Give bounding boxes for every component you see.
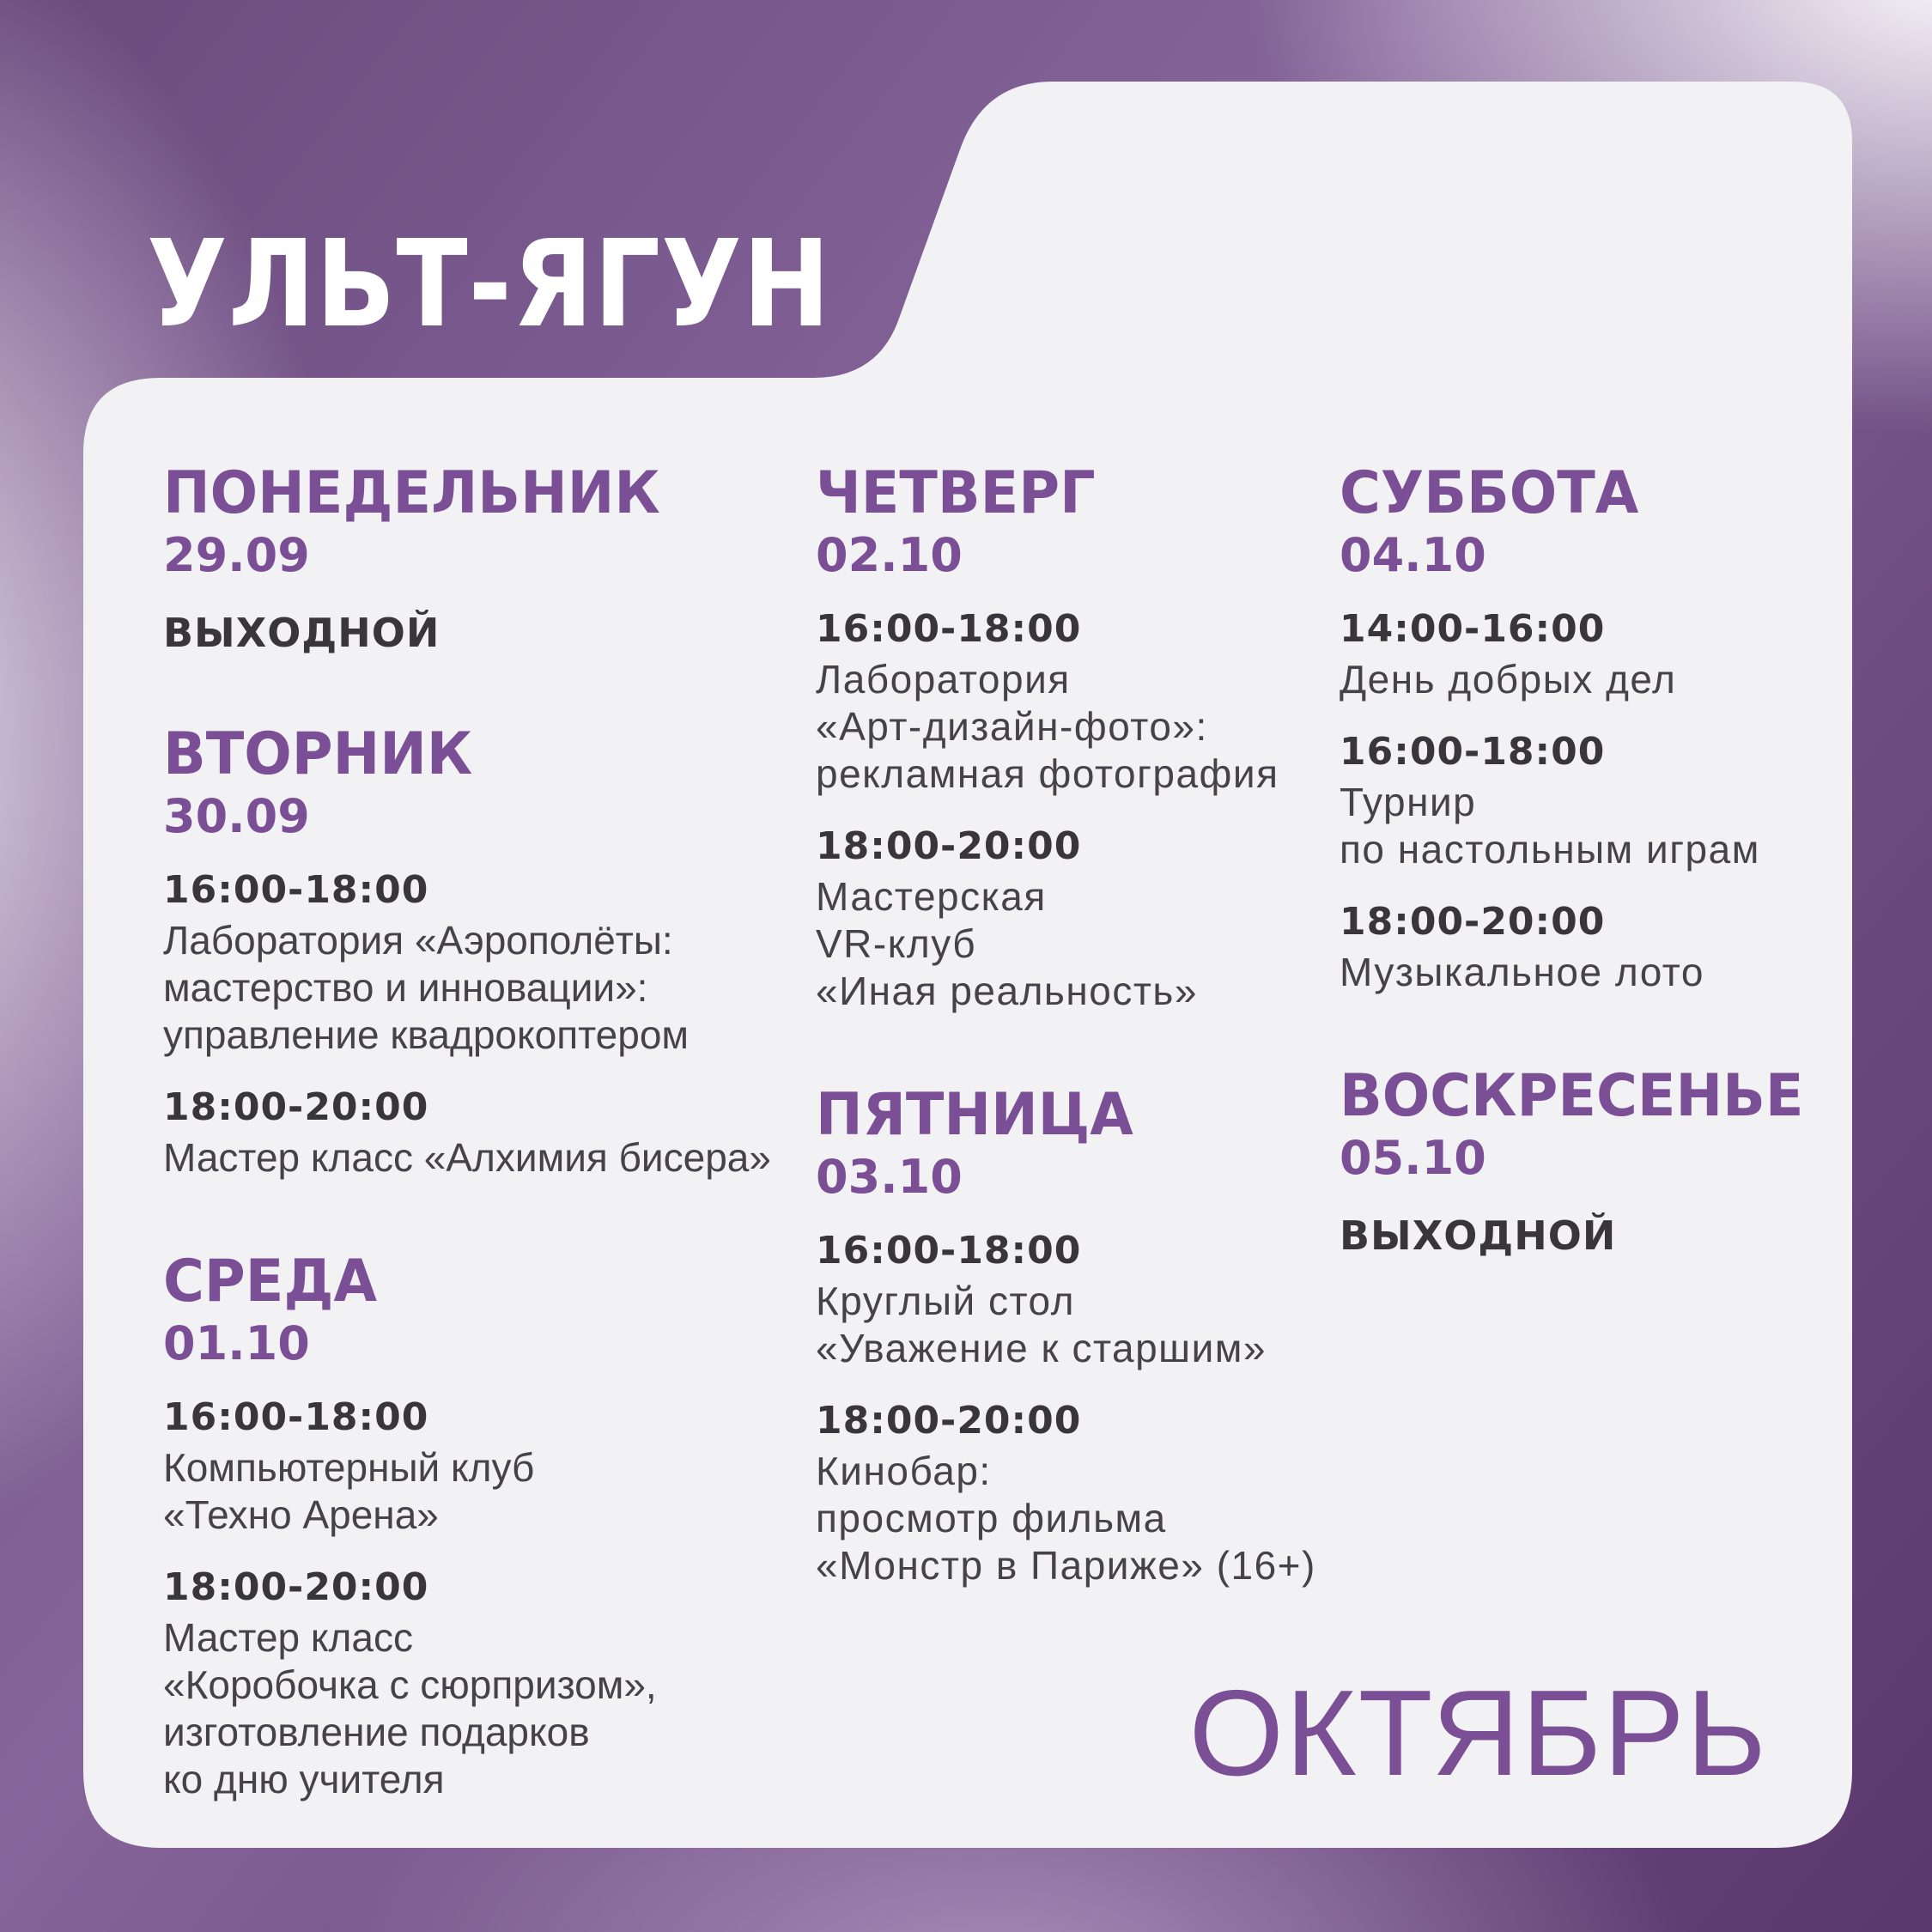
day-title: ПЯТНИЦА bbox=[816, 1081, 1133, 1149]
event-line: Мастерская bbox=[816, 874, 1047, 919]
location-title: УЛЬТ-ЯГУН bbox=[147, 214, 831, 355]
event-block bbox=[816, 1400, 1331, 1589]
day-date: 29.09 bbox=[163, 528, 310, 582]
day-title: ВОСКРЕСЕНЬЕ bbox=[1340, 1062, 1804, 1130]
event-line: просмотр фильма bbox=[816, 1496, 1167, 1540]
day-date: 04.10 bbox=[1340, 528, 1486, 582]
event-block bbox=[1340, 731, 1850, 873]
event-line: рекламная фотография bbox=[816, 751, 1279, 796]
event-line: по настольным играм bbox=[1340, 827, 1760, 872]
day-title: ВТОРНИК bbox=[163, 720, 473, 788]
event-block bbox=[163, 869, 799, 1059]
event-time: 14:00-16:00 bbox=[1340, 607, 1606, 651]
event-line: «Арт-дизайн-фото»: bbox=[816, 704, 1208, 749]
day-date: 30.09 bbox=[163, 789, 310, 843]
day-date: 02.10 bbox=[816, 528, 963, 582]
event-time: 16:00-18:00 bbox=[816, 1229, 1082, 1273]
day-title: ЧЕТВЕРГ bbox=[816, 459, 1096, 527]
event-line: ко дню учителя bbox=[163, 1757, 445, 1801]
day-date: 03.10 bbox=[816, 1150, 963, 1204]
event-time: 18:00-20:00 bbox=[816, 1399, 1082, 1443]
event-block bbox=[163, 1086, 799, 1182]
event-line: «Техно Арена» bbox=[163, 1492, 439, 1537]
event-time: 18:00-20:00 bbox=[163, 1085, 429, 1129]
event-line: управление квадрокоптером bbox=[163, 1012, 690, 1057]
event-line: Турнир bbox=[1340, 780, 1477, 824]
event-block bbox=[816, 825, 1331, 1015]
event-line: «Уважение к старшим» bbox=[816, 1326, 1267, 1370]
event-line: Компьютерный клуб bbox=[163, 1445, 535, 1490]
day-date: 01.10 bbox=[163, 1316, 310, 1370]
day-section-monday bbox=[163, 459, 799, 656]
event-block bbox=[163, 1396, 799, 1539]
event-time: 16:00-18:00 bbox=[163, 1395, 429, 1439]
day-section-thursday bbox=[816, 459, 1331, 1015]
event-line: Кинобар: bbox=[816, 1449, 992, 1493]
event-time: 18:00-20:00 bbox=[1340, 900, 1606, 944]
event-line: VR-клуб bbox=[816, 921, 977, 966]
event-block bbox=[1340, 901, 1850, 996]
event-block bbox=[816, 1230, 1331, 1372]
event-line: Лаборатория «Аэрополёты: bbox=[163, 918, 673, 963]
event-block bbox=[163, 1566, 799, 1803]
day-section-tuesday bbox=[163, 720, 799, 1182]
day-title: ПОНЕДЕЛЬНИК bbox=[163, 459, 660, 527]
event-line: Мастер класс bbox=[163, 1615, 413, 1660]
event-line: мастерство и инновации»: bbox=[163, 965, 648, 1010]
day-section-saturday bbox=[1340, 459, 1850, 996]
event-line: «Иная реальность» bbox=[816, 969, 1198, 1013]
event-line: Мастер класс «Алхимия бисера» bbox=[163, 1135, 771, 1180]
event-time: 18:00-20:00 bbox=[163, 1565, 429, 1609]
event-line: «Монстр в Париже» (16+) bbox=[816, 1543, 1316, 1588]
event-line: Круглый стол bbox=[816, 1279, 1075, 1323]
event-line: «Коробочка с сюрпризом», bbox=[163, 1662, 657, 1707]
event-line: Музыкальное лото bbox=[1340, 950, 1704, 994]
schedule-column-1 bbox=[163, 459, 799, 1803]
day-title: СУББОТА bbox=[1340, 459, 1639, 527]
event-line: День добрых дел bbox=[1340, 657, 1677, 702]
event-time: 16:00-18:00 bbox=[816, 607, 1082, 651]
event-time: 16:00-18:00 bbox=[1340, 730, 1606, 774]
event-block bbox=[816, 608, 1331, 798]
day-off-label: ВЫХОДНОЙ bbox=[163, 610, 440, 656]
event-time: 18:00-20:00 bbox=[816, 824, 1082, 868]
schedule-column-2 bbox=[816, 459, 1331, 1589]
day-title: СРЕДА bbox=[163, 1248, 378, 1315]
event-line: изготовление подарков bbox=[163, 1710, 590, 1754]
event-block bbox=[1340, 608, 1850, 703]
day-section-friday bbox=[816, 1081, 1331, 1589]
day-section-wednesday bbox=[163, 1248, 799, 1803]
event-line: Лаборатория bbox=[816, 657, 1071, 702]
month-label: ОКТЯБРЬ bbox=[1188, 1665, 1768, 1801]
day-date: 05.10 bbox=[1340, 1131, 1486, 1185]
day-off-label: ВЫХОДНОЙ bbox=[1340, 1212, 1617, 1259]
schedule-column-3 bbox=[1340, 459, 1850, 1259]
event-time: 16:00-18:00 bbox=[163, 868, 429, 912]
day-section-sunday bbox=[1340, 1062, 1850, 1259]
